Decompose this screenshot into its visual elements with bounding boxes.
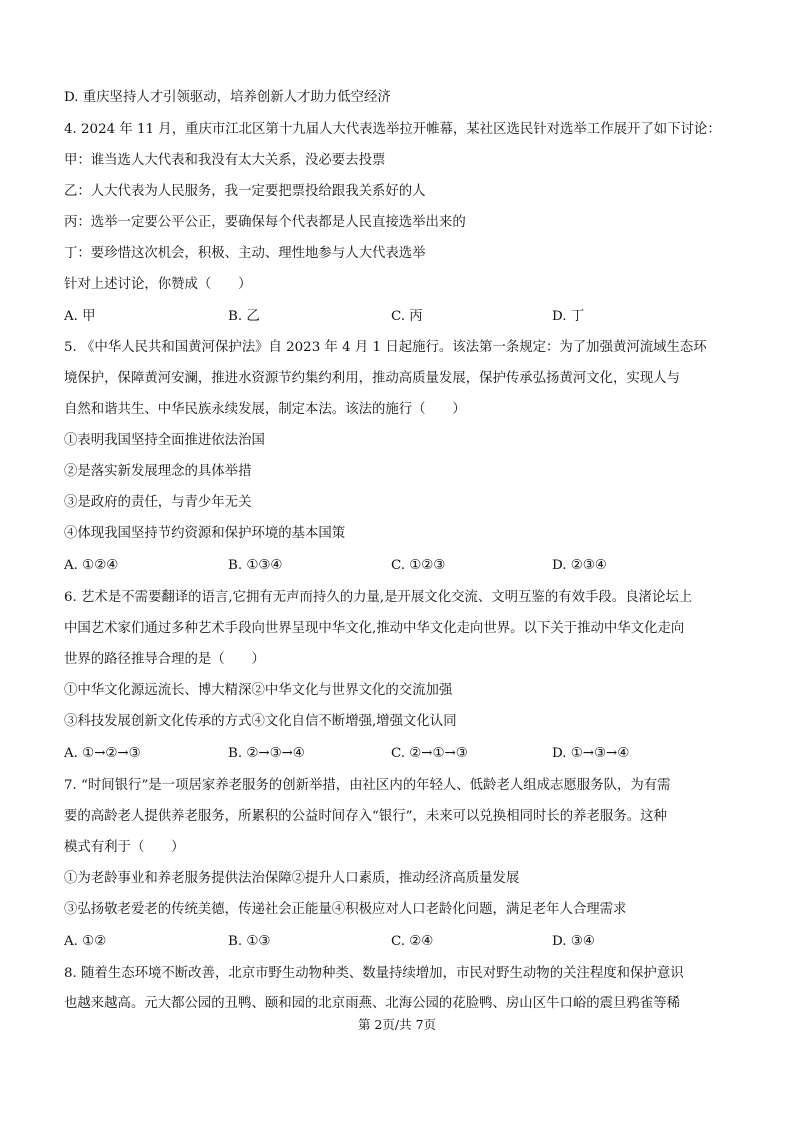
q5-option-c: C. ①②③ xyxy=(391,558,446,573)
q7-option-a: A. ①② xyxy=(64,934,107,949)
q7-item-1: ①为老龄事业和养老服务提供法治保障②提升人口素质，推动经济高质量发展 xyxy=(64,871,520,886)
q5-item-1: ①表明我国坚持全面推进依法治国 xyxy=(64,433,265,448)
q7-item-2: ③弘扬敬老爱老的传统美德，传递社会正能量④积极应对人口老龄化问题，满足老年人合理需求 xyxy=(64,902,627,917)
q5-stem-line-1: 5. 《中华人民共和国黄河保护法》自 2023 年 4 月 1 日起施行。该法第一条规定：为了加强黄河流域生态环 xyxy=(64,340,707,355)
q3-option-d: D. 重庆坚持人才引领驱动，培养创新人才助力低空经济 xyxy=(64,90,391,105)
q5-stem-line-3: 自然和谐共生、中华民族永续发展，制定本法。该法的施行（ ） xyxy=(64,402,466,417)
q6-item-1: ①中华文化源远流长、博大精深②中华文化与世界文化的交流加强 xyxy=(64,683,453,698)
q5-option-a: A. ①②④ xyxy=(64,558,119,573)
q7-stem-line-1: 7. “时间银行”是一项居家养老服务的创新举措，由社区内的年轻人、低龄老人组成志愿服务队，为有需 xyxy=(64,778,671,793)
q6-option-a: A. ①→②→③ xyxy=(64,746,141,761)
q5-item-2: ②是落实新发展理念的具体举措 xyxy=(64,464,252,479)
q4-ask: 针对上述讨论，你赞成（ ） xyxy=(64,277,252,292)
q4-line-jia: 甲：谁当选人大代表和我没有太大关系，没必要去投票 xyxy=(64,153,386,168)
q5-option-b: B. ①③④ xyxy=(228,558,283,573)
q6-stem-line-3: 世界的路径推导合理的是（ ） xyxy=(64,652,265,667)
q6-stem-line-1: 6. 艺术是不需要翻译的语言,它拥有无声而持久的力量,是开展文化交流、文明互鉴的有效手段。良渚论坛上 xyxy=(64,590,693,605)
q7-option-d: D. ③④ xyxy=(552,934,595,949)
q4-option-c: C. 丙 xyxy=(391,309,423,324)
q8-stem-line-2: 也越来越高。元大都公园的丑鸭、颐和园的北京雨燕、北海公园的花脸鸭、房山区牛口峪的震旦鸦雀等稀 xyxy=(64,996,680,1011)
q7-option-c: C. ②④ xyxy=(391,934,434,949)
q8-stem-line-1: 8. 随着生态环境不断改善，北京市野生动物种类、数量持续增加，市民对野生动物的关注程度和保护意识 xyxy=(64,966,684,981)
q7-stem-line-2: 要的高龄老人提供养老服务，所累积的公益时间存入“银行”，未来可以兑换相同时长的养老服务。这种 xyxy=(64,809,667,824)
q6-item-2: ③科技发展创新文化传承的方式④文化自信不断增强,增强文化认同 xyxy=(64,714,457,729)
q6-option-c: C. ②→①→③ xyxy=(391,746,468,761)
q6-option-b: B. ②→③→④ xyxy=(228,746,305,761)
q4-line-ding: 丁：要珍惜这次机会，积极、主动、理性地参与人大代表选举 xyxy=(64,246,426,261)
q4-option-a: A. 甲 xyxy=(64,309,96,324)
page-number: 第 2页/共 7页 xyxy=(357,1017,437,1032)
q5-item-3: ③是政府的责任，与青少年无关 xyxy=(64,495,252,510)
q5-option-d: D. ②③④ xyxy=(552,558,607,573)
q5-item-4: ④体现我国坚持节约资源和保护环境的基本国策 xyxy=(64,526,346,541)
q7-stem-line-3: 模式有利于（ ） xyxy=(64,840,185,855)
q4-option-d: D. 丁 xyxy=(552,309,585,324)
q4-option-b: B. 乙 xyxy=(228,309,260,324)
q4-line-bing: 丙：选举一定要公平公正，要确保每个代表都是人民直接选举出来的 xyxy=(64,215,466,230)
q4-line-yi: 乙：人大代表为人民服务，我一定要把票投给跟我关系好的人 xyxy=(64,184,426,199)
q4-stem: 4. 2024 年 11 月，重庆市江北区第十九届人大代表选举拉开帷幕，某社区选民针对选举工作展开了如下讨论： xyxy=(64,122,721,137)
q6-option-d: D. ①→③→④ xyxy=(552,746,630,761)
q7-option-b: B. ①③ xyxy=(228,934,271,949)
q6-stem-line-2: 中国艺术家们通过多种艺术手段向世界呈现中华文化,推动中华文化走向世界。以下关于推动中华文化走向 xyxy=(64,621,685,636)
q5-stem-line-2: 境保护，保障黄河安澜，推进水资源节约集约利用，推动高质量发展，保护传承弘扬黄河文化，实现人与 xyxy=(64,371,680,386)
